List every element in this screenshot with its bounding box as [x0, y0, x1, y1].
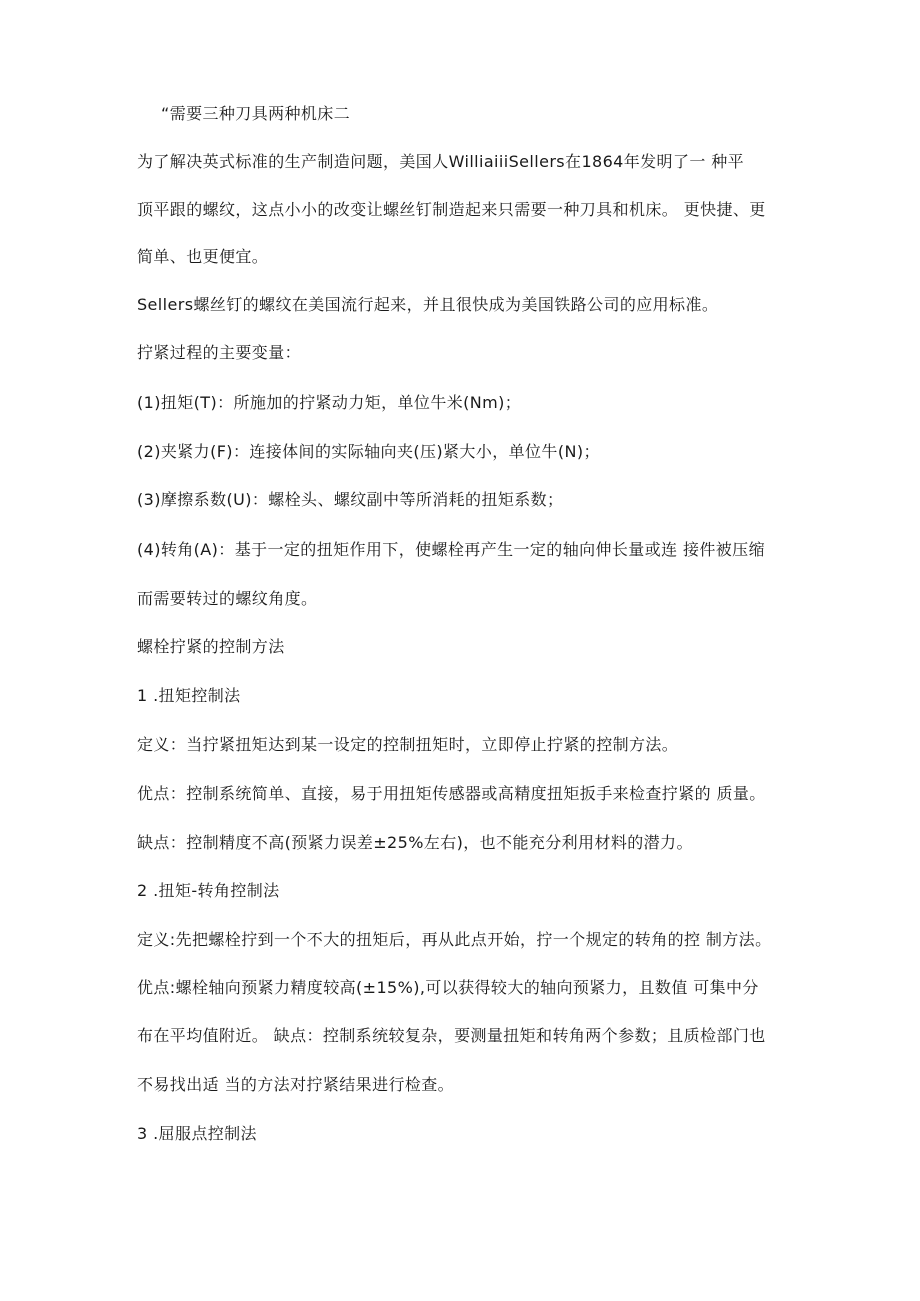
text-line: 缺点：控制精度不高(预紧力误差±25%左右)，也不能充分利用材料的潜力。 [137, 833, 693, 852]
text-line: 优点:螺栓轴向预紧力精度较高(±15%),可以获得较大的轴向预紧力，且数值 可集中分 [137, 978, 759, 997]
text-line: 不易找出适 当的方法对拧紧结果进行检查。 [137, 1075, 455, 1094]
subsection-heading: 2 .扭矩-转角控制法 [137, 881, 280, 900]
list-item: (2)夹紧力(F)：连接体间的实际轴向夹(压)紧大小，单位牛(N)； [137, 442, 600, 461]
text-line: 顶平跟的螺纹，这点小小的改变让螺丝钉制造起来只需要一种刀具和机床。 更快捷、更 [137, 200, 766, 219]
text-line: 简单、也更便宜。 [137, 247, 269, 266]
text-line: 定义:先把螺栓拧到一个不大的扭矩后，再从此点开始，拧一个规定的转角的控 制方法。 [137, 930, 772, 949]
list-item: (1)扭矩(T)：所施加的拧紧动力矩，单位牛米(Nm)； [137, 393, 522, 412]
text-line: 定义：当拧紧扭矩达到某一设定的控制扭矩时，立即停止拧紧的控制方法。 [137, 735, 679, 754]
text-line: 优点：控制系统简单、直接，易于用扭矩传感器或高精度扭矩扳手来检查拧紧的 质量。 [137, 784, 766, 803]
text-line: 布在平均值附近。 缺点：控制系统较复杂，要测量扭矩和转角两个参数；且质检部门也 [137, 1026, 766, 1045]
subsection-heading: 1 .扭矩控制法 [137, 686, 241, 705]
list-item: (3)摩擦系数(U)：螺栓头、螺纹副中等所消耗的扭矩系数； [137, 490, 564, 509]
list-item: (4)转角(A)：基于一定的扭矩作用下，使螺栓再产生一定的轴向伸长量或连 接件被压缩 [137, 540, 765, 559]
subsection-heading: 3 .屈服点控制法 [137, 1124, 257, 1143]
text-line: Sellers螺丝钉的螺纹在美国流行起来，并且很快成为美国铁路公司的应用标准。 [137, 295, 719, 314]
text-line-heading-quote: “需要三种刀具两种机床二 [161, 104, 351, 123]
section-heading: 螺栓拧紧的控制方法 [137, 637, 285, 656]
text-line-section-title: 拧紧过程的主要变量： [137, 343, 302, 362]
text-line: 为了解决英式标准的生产制造问题，美国人WilliaiiiSellers在1864年发明了一 种平 [137, 152, 745, 171]
text-line: 而需要转过的螺纹角度。 [137, 589, 318, 608]
